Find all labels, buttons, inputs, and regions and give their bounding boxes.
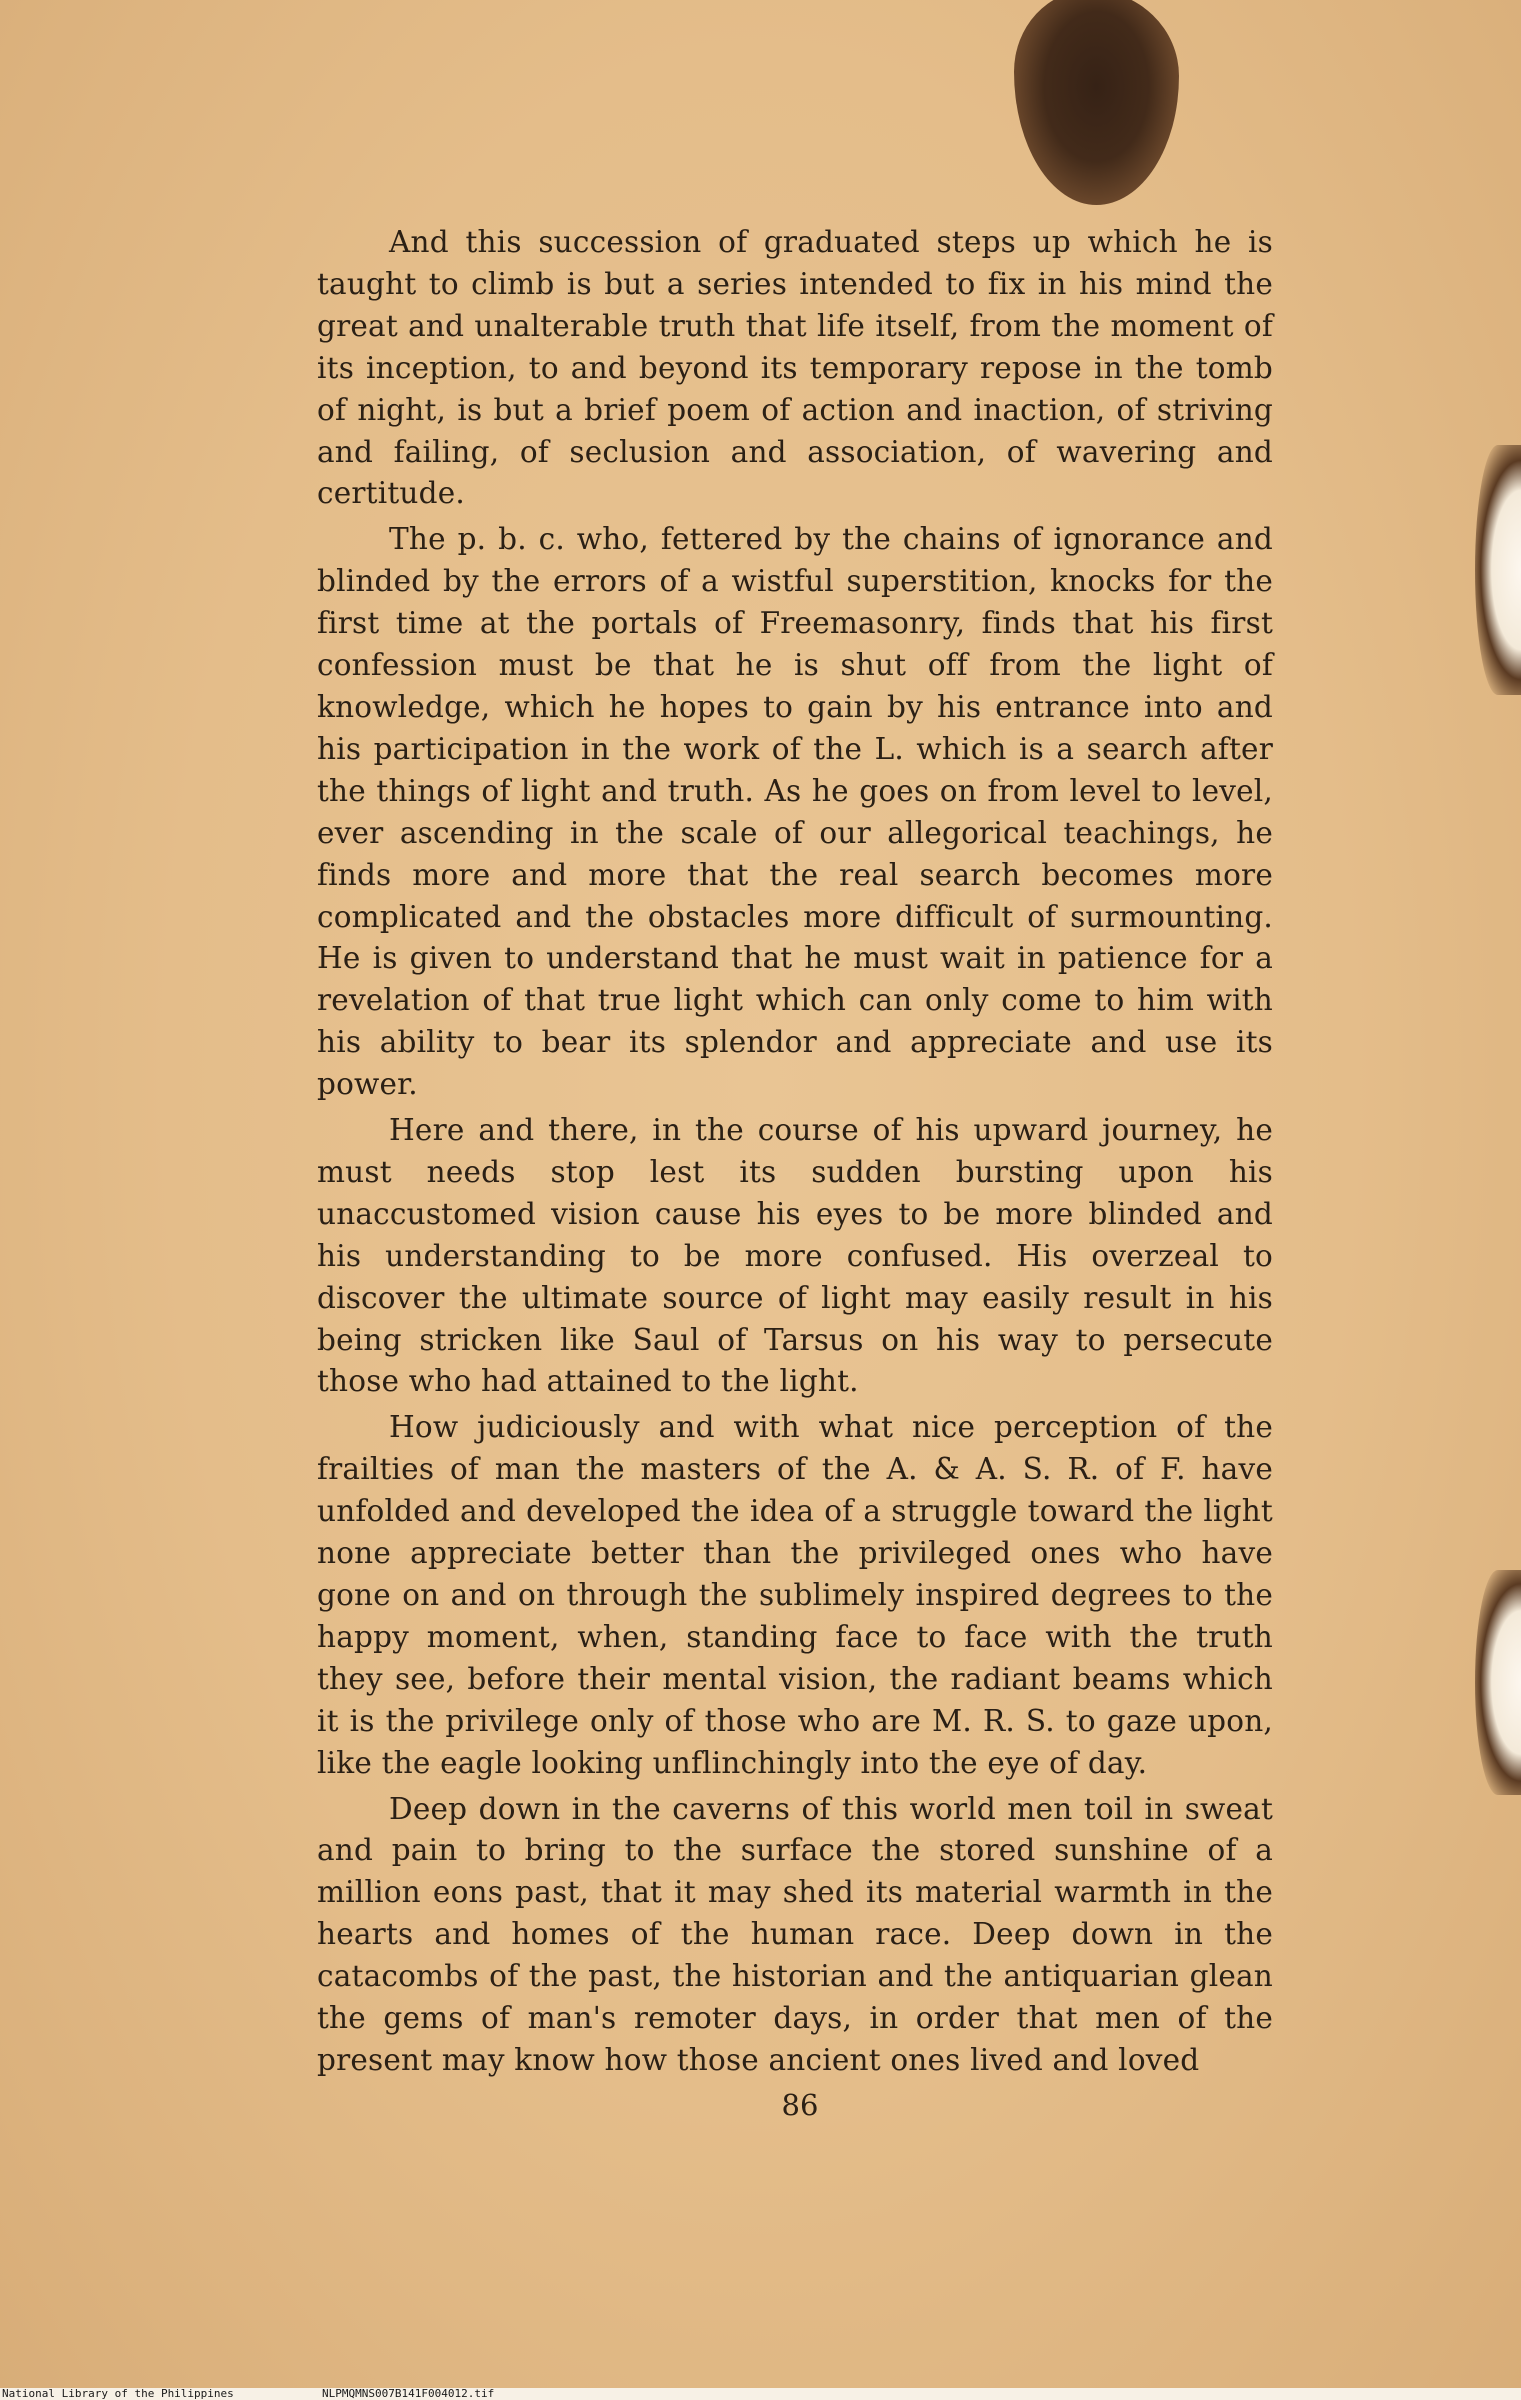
paragraph: How judiciously and with what nice perception of the frailties of man the masters of the A. & A. S. R. of F. have unfolded and developed the idea of a struggle toward the light none appreciate better than the privileged ones who have gone on and on through the sublimely inspired degrees to the happy moment, when, standing face to face with the truth they see, before their mental vision, the radiant beams which it is the privilege only of those who are M. R. S. to gaze upon, like the eagle looking unflinchingly into the eye of day. (317, 1410, 1273, 1780)
file-id: NLPMQMNS007B141F004012.tif (322, 2387, 495, 2400)
edge-damage-lower (1475, 1570, 1521, 1795)
edge-damage-upper (1475, 445, 1521, 695)
ink-stain (1014, 0, 1179, 205)
paragraph: And this succession of graduated steps up which he is taught to climb is but a series intended to fix in his mind the great and unalterable truth that life itself, from the moment of its inception, to and beyond its temporary repose in the tomb of night, is but a brief poem of action and inaction, of striving and failing, of seclusion and association, of wavering and certitude. (317, 225, 1273, 511)
paragraph: Deep down in the caverns of this world men toil in sweat and pain to bring to the surface the stored sunshine of a million eons past, that it may shed its material warmth in the hearts and homes of the human race. Deep down in the catacombs of the past, the historian and the antiquarian glean the gems of man's remoter days, in order that men of the present may know how those ancient ones lived and loved (317, 1791, 1273, 2077)
paragraph: Here and there, in the course of his upward journey, he must needs stop lest its sudden bursting upon his unaccustomed vision cause his eyes to be more blinded and his understanding to be more confused. His overzeal to discover the ultimate source of light may easily result in his being stricken like Saul of Tarsus on his way to persecute those who had attained to the light. (317, 1113, 1273, 1399)
library-credit: National Library of the Philippines (2, 2387, 234, 2400)
body-text (317, 222, 1273, 2086)
page-number: 86 (781, 2088, 819, 2122)
scan-footer (0, 2388, 1521, 2400)
paragraph: The p. b. c. who, fettered by the chains of ignorance and blinded by the errors of a wistful superstition, knocks for the first time at the portals of Freemasonry, finds that his first confession must be that he is shut off from the light of knowledge, which he hopes to gain by his entrance into and his participation in the work of the L. which is a search after the things of light and truth. As he goes on from level to level, ever ascending in the scale of our allegorical teachings, he finds more and more that the real search becomes more complicated and the obstacles more difficult of surmounting. He is given to understand that he must wait in patience for a revelation of that true light which can only come to him with his ability to bear its splendor and appreciate and use its power. (317, 522, 1273, 1102)
